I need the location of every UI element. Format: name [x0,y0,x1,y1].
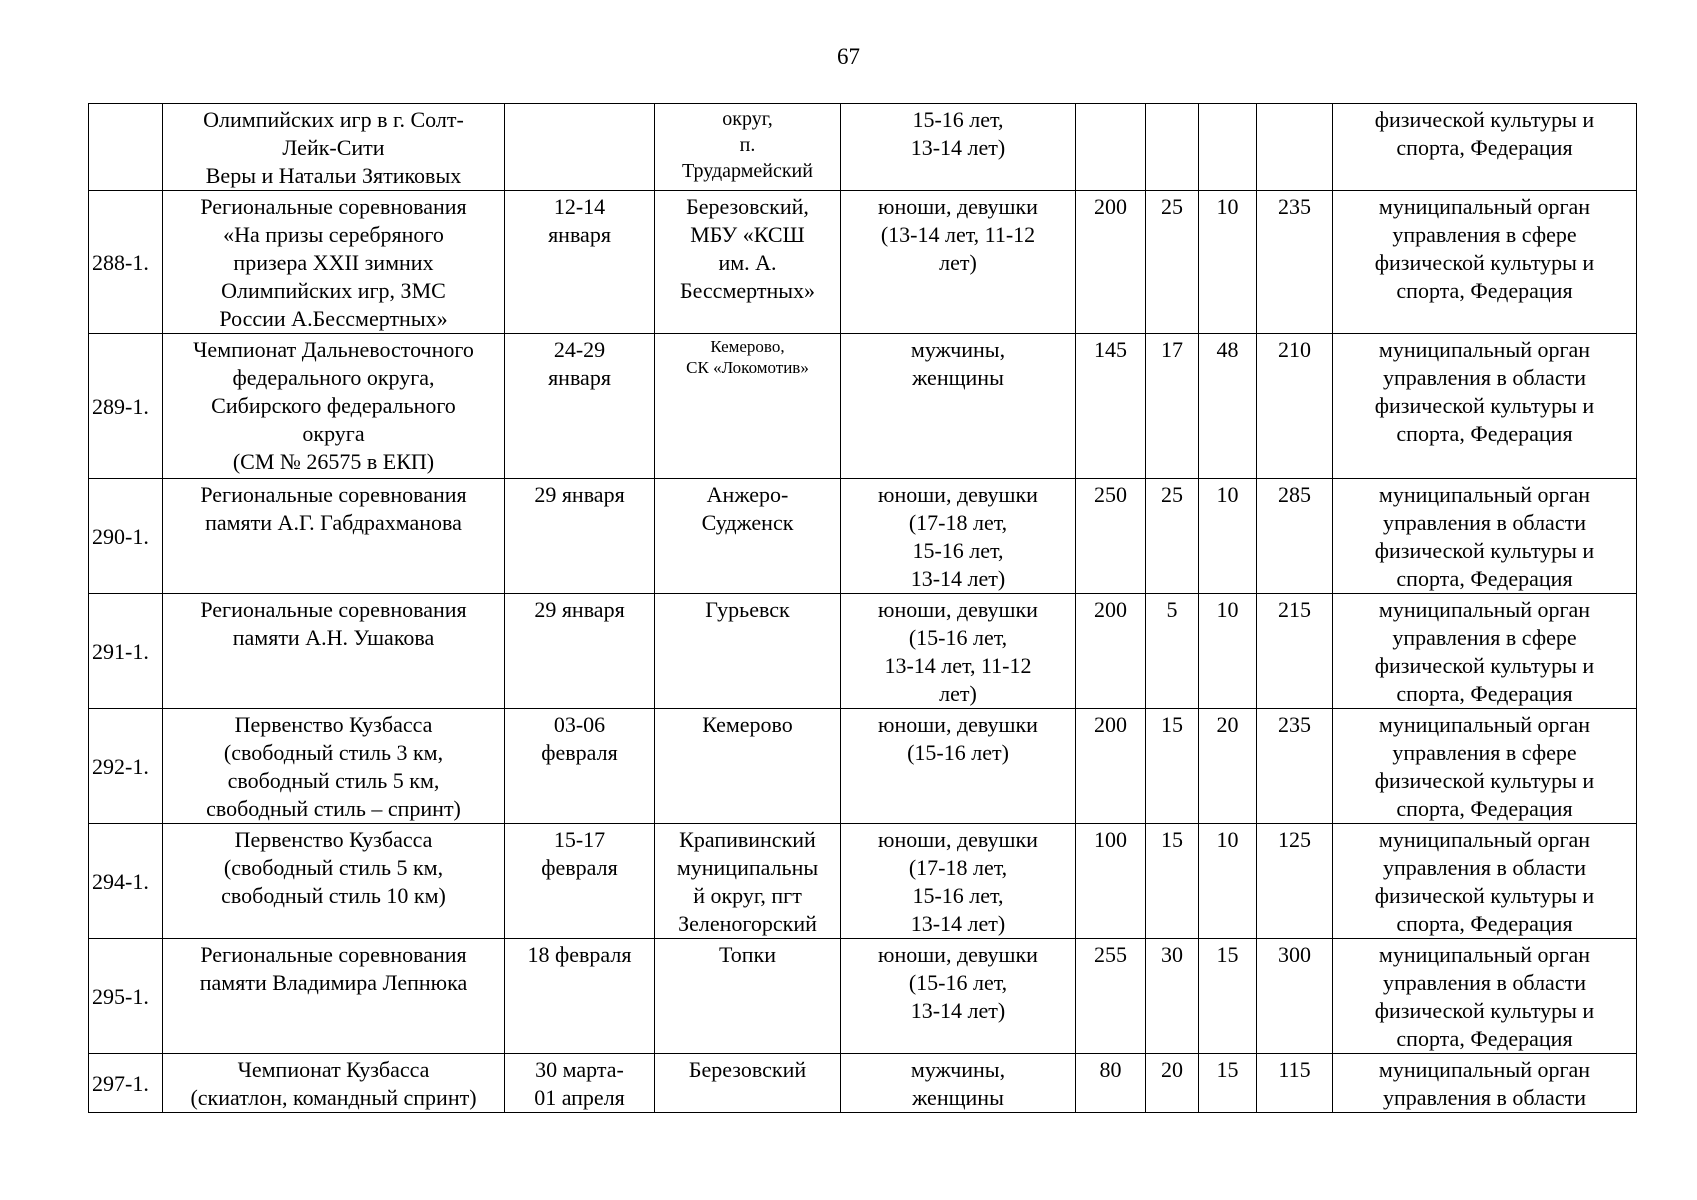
event-participants: юноши, девушки (15-16 лет, 13-14 лет) [878,942,1038,1023]
event-place: Гурьевск [705,597,790,622]
event-participants-cell [841,479,1076,594]
event-organizer: муниципальный орган управления в области физической культуры и спорта, Федерация [1374,827,1595,936]
count-judges-cell [1199,824,1257,939]
count-athletes-cell [1076,479,1146,594]
count-total-cell [1257,939,1333,1054]
count-total: 235 [1278,712,1311,737]
count-total-cell [1257,334,1333,479]
event-name-cell [163,479,505,594]
event-name: Чемпионат Дальневосточного федерального округа, Сибирского федерального округа (СМ № 26575 в ЕКП) [193,337,474,474]
event-organizer-cell [1333,479,1637,594]
table-row [89,824,1637,939]
row-number-cell [89,479,163,594]
row-number-cell [89,709,163,824]
event-organizer: муниципальный орган управления в сфере физической культуры и спорта, Федерация [1374,597,1595,706]
event-place-cell [655,334,841,479]
event-place: Березовский, МБУ «КСШ им. А. Бессмертных» [679,194,816,303]
count-athletes-cell [1076,939,1146,1054]
event-dates: 29 января [534,482,625,507]
event-dates: 18 февраля [527,942,632,967]
row-number-cell [89,334,163,479]
count-athletes: 200 [1094,597,1127,622]
count-coaches: 25 [1161,194,1183,219]
event-participants: мужчины, женщины [910,337,1006,390]
event-dates-cell [505,479,655,594]
table-row [89,191,1637,334]
count-total: 125 [1278,827,1311,852]
event-dates-cell [505,709,655,824]
event-place-cell [655,594,841,709]
count-coaches: 17 [1161,337,1183,362]
count-judges-cell [1199,191,1257,334]
event-dates-cell [505,334,655,479]
row-number: 294-1. [92,869,149,894]
event-organizer: муниципальный орган управления в области [1378,1057,1591,1110]
event-participants-cell [841,334,1076,479]
count-coaches-cell [1146,709,1199,824]
event-place-cell [655,1054,841,1113]
row-number-cell [89,191,163,334]
count-coaches-cell [1146,824,1199,939]
row-number-cell [89,104,163,191]
event-organizer-cell [1333,709,1637,824]
event-dates: 29 января [534,597,625,622]
event-name-cell [163,191,505,334]
event-dates: 15-17 февраля [541,827,618,880]
count-coaches-cell [1146,939,1199,1054]
count-total-cell [1257,479,1333,594]
event-place: округ, п. Трудармейский [682,108,813,182]
event-organizer-cell [1333,334,1637,479]
count-coaches: 15 [1161,827,1183,852]
event-participants: юноши, девушки (15-16 лет, 13-14 лет, 11-12 лет) [878,597,1038,706]
event-participants: юноши, девушки (15-16 лет) [878,712,1038,765]
count-total-cell [1257,104,1333,191]
table-row [89,479,1637,594]
event-dates: 30 марта- 01 апреля [534,1057,625,1110]
count-coaches: 30 [1161,942,1183,967]
row-number-cell [89,594,163,709]
count-judges-cell [1199,479,1257,594]
table-row [89,939,1637,1054]
count-total: 210 [1278,337,1311,362]
event-organizer: физической культуры и спорта, Федерация [1374,107,1595,160]
event-organizer: муниципальный орган управления в области физической культуры и спорта, Федерация [1374,337,1595,446]
table-row [89,104,1637,191]
count-athletes: 80 [1099,1057,1122,1082]
count-coaches-cell [1146,594,1199,709]
count-total: 115 [1278,1057,1311,1082]
event-organizer-cell [1333,1054,1637,1113]
count-total-cell [1257,594,1333,709]
row-number: 292-1. [92,754,149,779]
count-judges: 10 [1216,597,1239,622]
event-place-cell [655,939,841,1054]
count-athletes-cell [1076,709,1146,824]
row-number-cell [89,824,163,939]
count-total: 215 [1278,597,1311,622]
row-number: 288-1. [92,250,149,275]
count-coaches: 15 [1161,712,1183,737]
count-athletes-cell [1076,104,1146,191]
event-dates-cell [505,1054,655,1113]
event-place: Анжеро- Судженск [701,482,794,535]
count-coaches: 5 [1166,597,1178,622]
event-dates-cell [505,824,655,939]
count-total: 235 [1278,194,1311,219]
event-dates: 12-14 января [548,194,611,247]
event-participants: юноши, девушки (17-18 лет, 15-16 лет, 13-14 лет) [878,482,1038,591]
count-coaches-cell [1146,1054,1199,1113]
event-organizer-cell [1333,594,1637,709]
event-name: Олимпийских игр в г. Солт- Лейк-Сити Веры и Натальи Зятиковых [203,107,464,188]
event-dates-cell [505,191,655,334]
count-judges: 10 [1216,194,1239,219]
count-athletes: 255 [1094,942,1127,967]
event-place: Березовский [688,1057,807,1082]
event-participants-cell [841,709,1076,824]
count-judges: 20 [1216,712,1239,737]
event-organizer-cell [1333,939,1637,1054]
page-number: 67 [837,44,860,69]
row-number: 295-1. [92,984,149,1009]
count-athletes-cell [1076,191,1146,334]
event-dates-cell [505,104,655,191]
count-judges: 48 [1216,337,1239,362]
event-place: Топки [718,942,777,967]
event-organizer-cell [1333,824,1637,939]
event-name: Первенство Кузбасса (свободный стиль 3 км, свободный стиль 5 км, свободный стиль – спринт) [206,712,461,821]
row-number: 291-1. [92,639,149,664]
event-name-cell [163,939,505,1054]
count-athletes: 100 [1094,827,1127,852]
event-name: Региональные соревнования памяти А.Н. Ушакова [200,597,467,650]
count-athletes: 145 [1094,337,1127,362]
event-name: Первенство Кузбасса (свободный стиль 5 км, свободный стиль 10 км) [221,827,446,908]
count-coaches: 20 [1161,1057,1183,1082]
event-dates: 03-06 февраля [541,712,618,765]
count-judges: 10 [1216,827,1239,852]
event-participants-cell [841,104,1076,191]
count-coaches: 25 [1161,482,1183,507]
count-athletes: 200 [1094,194,1127,219]
row-number: 290-1. [92,524,149,549]
count-judges-cell [1199,709,1257,824]
count-coaches-cell [1146,191,1199,334]
table-row [89,594,1637,709]
row-number: 289-1. [92,394,149,419]
event-place-cell [655,104,841,191]
count-athletes-cell [1076,1054,1146,1113]
event-place: Кемерово [702,712,793,737]
event-name-cell [163,104,505,191]
count-judges: 15 [1216,1057,1239,1082]
count-judges-cell [1199,104,1257,191]
table-row [89,334,1637,479]
count-athletes-cell [1076,824,1146,939]
count-judges-cell [1199,594,1257,709]
event-place: Крапивинский муниципальны й округ, пгт Зеленогорский [676,827,819,936]
event-name: Региональные соревнования «На призы серебряного призера XXII зимних Олимпийских игр, ЗМС России А.Бессмертных» [200,194,467,331]
event-name-cell [163,1054,505,1113]
count-total: 285 [1278,482,1311,507]
event-name: Региональные соревнования памяти А.Г. Габдрахманова [200,482,467,535]
table-row [89,709,1637,824]
row-number-cell [89,1054,163,1113]
event-organizer-cell [1333,191,1637,334]
event-organizer: муниципальный орган управления в сфере физической культуры и спорта, Федерация [1374,194,1595,303]
count-coaches-cell [1146,479,1199,594]
event-place-cell [655,191,841,334]
count-judges: 15 [1216,942,1239,967]
event-place-cell [655,479,841,594]
count-athletes-cell [1076,594,1146,709]
event-participants-cell [841,939,1076,1054]
count-judges: 10 [1216,482,1239,507]
event-participants: юноши, девушки (13-14 лет, 11-12 лет) [878,194,1038,275]
count-athletes-cell [1076,334,1146,479]
row-number: 297-1. [92,1071,149,1096]
count-athletes: 250 [1094,482,1127,507]
count-coaches-cell [1146,104,1199,191]
events-table [88,103,1637,1113]
event-place-cell [655,824,841,939]
count-total-cell [1257,191,1333,334]
count-total-cell [1257,709,1333,824]
count-total-cell [1257,1054,1333,1113]
count-total: 300 [1278,942,1311,967]
event-name-cell [163,709,505,824]
count-coaches-cell [1146,334,1199,479]
event-participants: 15-16 лет, 13-14 лет) [910,107,1006,160]
count-judges-cell [1199,939,1257,1054]
event-name: Региональные соревнования памяти Владимира Лепнюка [199,942,468,995]
event-organizer-cell [1333,104,1637,191]
event-participants-cell [841,824,1076,939]
event-participants-cell [841,1054,1076,1113]
event-organizer: муниципальный орган управления в области физической культуры и спорта, Федерация [1374,942,1595,1051]
event-participants: мужчины, женщины [910,1057,1006,1110]
event-place-cell [655,709,841,824]
event-participants-cell [841,191,1076,334]
row-number-cell [89,939,163,1054]
event-name-cell [163,334,505,479]
count-judges-cell [1199,334,1257,479]
event-organizer: муниципальный орган управления в сфере физической культуры и спорта, Федерация [1374,712,1595,821]
count-total-cell [1257,824,1333,939]
event-participants: юноши, девушки (17-18 лет, 15-16 лет, 13-14 лет) [878,827,1038,936]
count-athletes: 200 [1094,712,1127,737]
count-judges-cell [1199,1054,1257,1113]
event-name-cell [163,824,505,939]
event-dates-cell [505,939,655,1054]
table-row [89,1054,1637,1113]
event-organizer: муниципальный орган управления в области физической культуры и спорта, Федерация [1374,482,1595,591]
event-place: Кемерово, СК «Локомотив» [686,337,809,377]
event-dates-cell [505,594,655,709]
event-name-cell [163,594,505,709]
event-name: Чемпионат Кузбасса (скиатлон, командный спринт) [190,1057,477,1110]
event-participants-cell [841,594,1076,709]
event-dates: 24-29 января [548,337,611,390]
